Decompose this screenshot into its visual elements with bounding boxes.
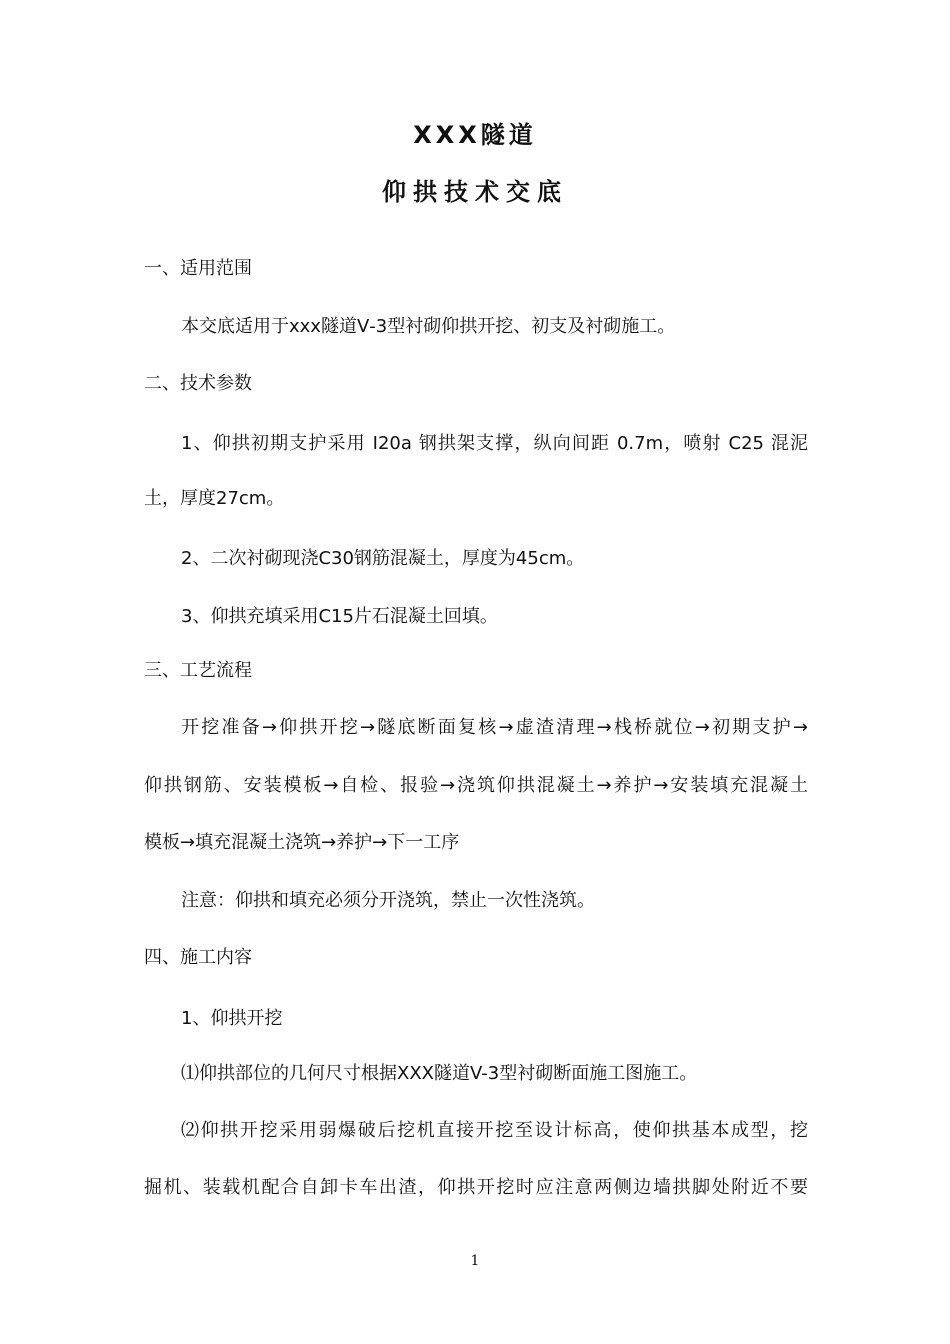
paragraph-excavation-2-cont: 掘机、装载机配合自卸卡车出渣，仰拱开挖时应注意两侧边墙拱脚处附近不要	[144, 1177, 808, 1198]
section-heading-parameters: 二、技术参数	[144, 373, 252, 394]
paragraph-process-flow-cont-2: 模板→填充混凝土浇筑→养护→下一工序	[144, 832, 460, 853]
document-subtitle: 仰拱技术交底	[382, 178, 568, 206]
paragraph-process-flow: 开挖准备→仰拱开挖→隧底断面复核→虚渣清理→栈桥就位→初期支护→	[181, 717, 808, 738]
paragraph-process-note: 注意：仰拱和填充必须分开浇筑，禁止一次性浇筑。	[181, 890, 595, 911]
document-title: XXX隧道	[413, 121, 537, 149]
paragraph-excavation-1: ⑴仰拱部位的几何尺寸根据XXX隧道V-3型衬砌断面施工图施工。	[181, 1063, 698, 1084]
paragraph-parameter-3: 3、仰拱充填采用C15片石混凝土回填。	[181, 606, 498, 627]
paragraph-parameter-1: 1、仰拱初期支护采用 I20a 钢拱架支撑，纵向间距 0.7m，喷射 C25 混泥	[181, 433, 808, 454]
page-number: 1	[470, 1253, 480, 1269]
paragraph-process-flow-cont-1: 仰拱钢筋、安装模板→自检、报验→浇筑仰拱混凝土→养护→安装填充混凝土	[144, 775, 808, 796]
subheading-excavation: 1、仰拱开挖	[181, 1008, 283, 1029]
section-heading-scope: 一、适用范围	[144, 258, 252, 279]
section-heading-construction: 四、施工内容	[144, 947, 252, 968]
paragraph-scope: 本交底适用于xxx隧道Ⅴ-3型衬砌仰拱开挖、初支及衬砌施工。	[181, 316, 676, 337]
paragraph-parameter-2: 2、二次衬砌现浇C30钢筋混凝土，厚度为45cm。	[181, 548, 585, 569]
paragraph-excavation-2: ⑵仰拱开挖采用弱爆破后挖机直接开挖至设计标高，使仰拱基本成型，挖	[181, 1120, 808, 1141]
paragraph-parameter-1-cont: 土，厚度27cm。	[144, 488, 285, 509]
section-heading-process: 三、工艺流程	[144, 660, 252, 681]
